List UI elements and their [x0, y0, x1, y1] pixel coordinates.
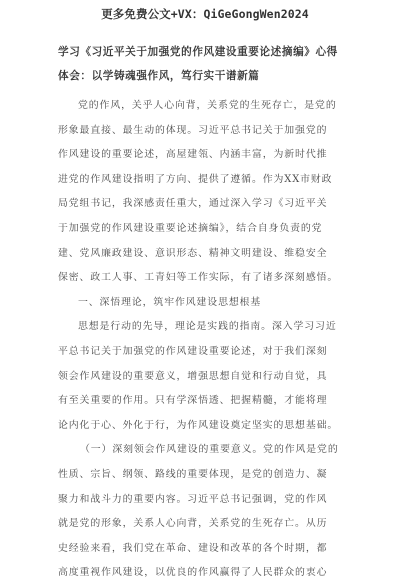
- subsection-line: （一）深刻领会作风建设的重要意义。党的作风是党的: [80, 444, 339, 456]
- body-line: 领会作风建设的重要意义，增强思想自觉和行动自觉，具: [58, 370, 328, 382]
- document-title: [58, 40, 358, 88]
- body-line: 于加强党的作风建设重要论述摘编》，结合自身负责的党: [58, 222, 323, 234]
- body-line: 有至关重要的作用。只有学深悟透、把握精髓，才能将理: [58, 395, 328, 407]
- body-line: 论内化于心、外化于行，为作风建设奠定坚实的思想基础。: [58, 419, 339, 431]
- body-line: 就是党的形象，关系人心向背，关系党的生死存亡。从历: [58, 518, 328, 530]
- body-line: 建、党风廉政建设、意识形态、精神文明建设、维稳安全: [58, 247, 328, 259]
- body-line: 形象最直接、最生动的体现。习近平总书记关于加强党的: [58, 124, 328, 136]
- document-body: [58, 94, 358, 586]
- section-heading: 一、深悟理论，筑牢作风建设思想根基: [78, 296, 262, 308]
- page-header-contact: 更多免费公文+VX：QiGeGongWen2024: [101, 7, 309, 21]
- title-line-1: 学习《习近平关于加强党的作风建设重要论述摘编》心得: [58, 46, 338, 58]
- body-line: 保密、政工人事、工青妇等工作实际，有了诸多深刻感悟。: [58, 272, 339, 284]
- body-line: 作风建设的重要论述，高屋建瓴、内涵丰富，为新时代推: [58, 149, 328, 161]
- body-line: 进党的作风建设指明了方向、提供了遵循。作为XX市财政: [58, 173, 333, 185]
- body-line: 史经验来看，我们党在革命、建设和改革的各个时期，都: [58, 542, 328, 554]
- body-line: 平总书记关于加强党的作风建设重要论述，对于我们深刻: [58, 345, 328, 357]
- body-line: 性质、宗旨、纲领、路线的重要体现，是党的创造力、凝: [58, 468, 328, 480]
- title-line-2: 体会：以学铸魂强作风，笃行实干谱新篇: [58, 70, 260, 82]
- body-line: 党的作风，关乎人心向背，关系党的生死存亡，是党的: [78, 100, 337, 111]
- body-line: 局党组书记，我深感责任重大，通过深入学习《习近平关: [58, 198, 328, 210]
- body-line: 聚力和战斗力的重要内容。习近平总书记强调，党的作风: [58, 493, 328, 505]
- body-line: 思想是行动的先导，理论是实践的指南。深入学习习近: [78, 321, 337, 333]
- body-line: 高度重视作风建设，以优良的作风赢得了人民群众的衷心: [58, 567, 328, 579]
